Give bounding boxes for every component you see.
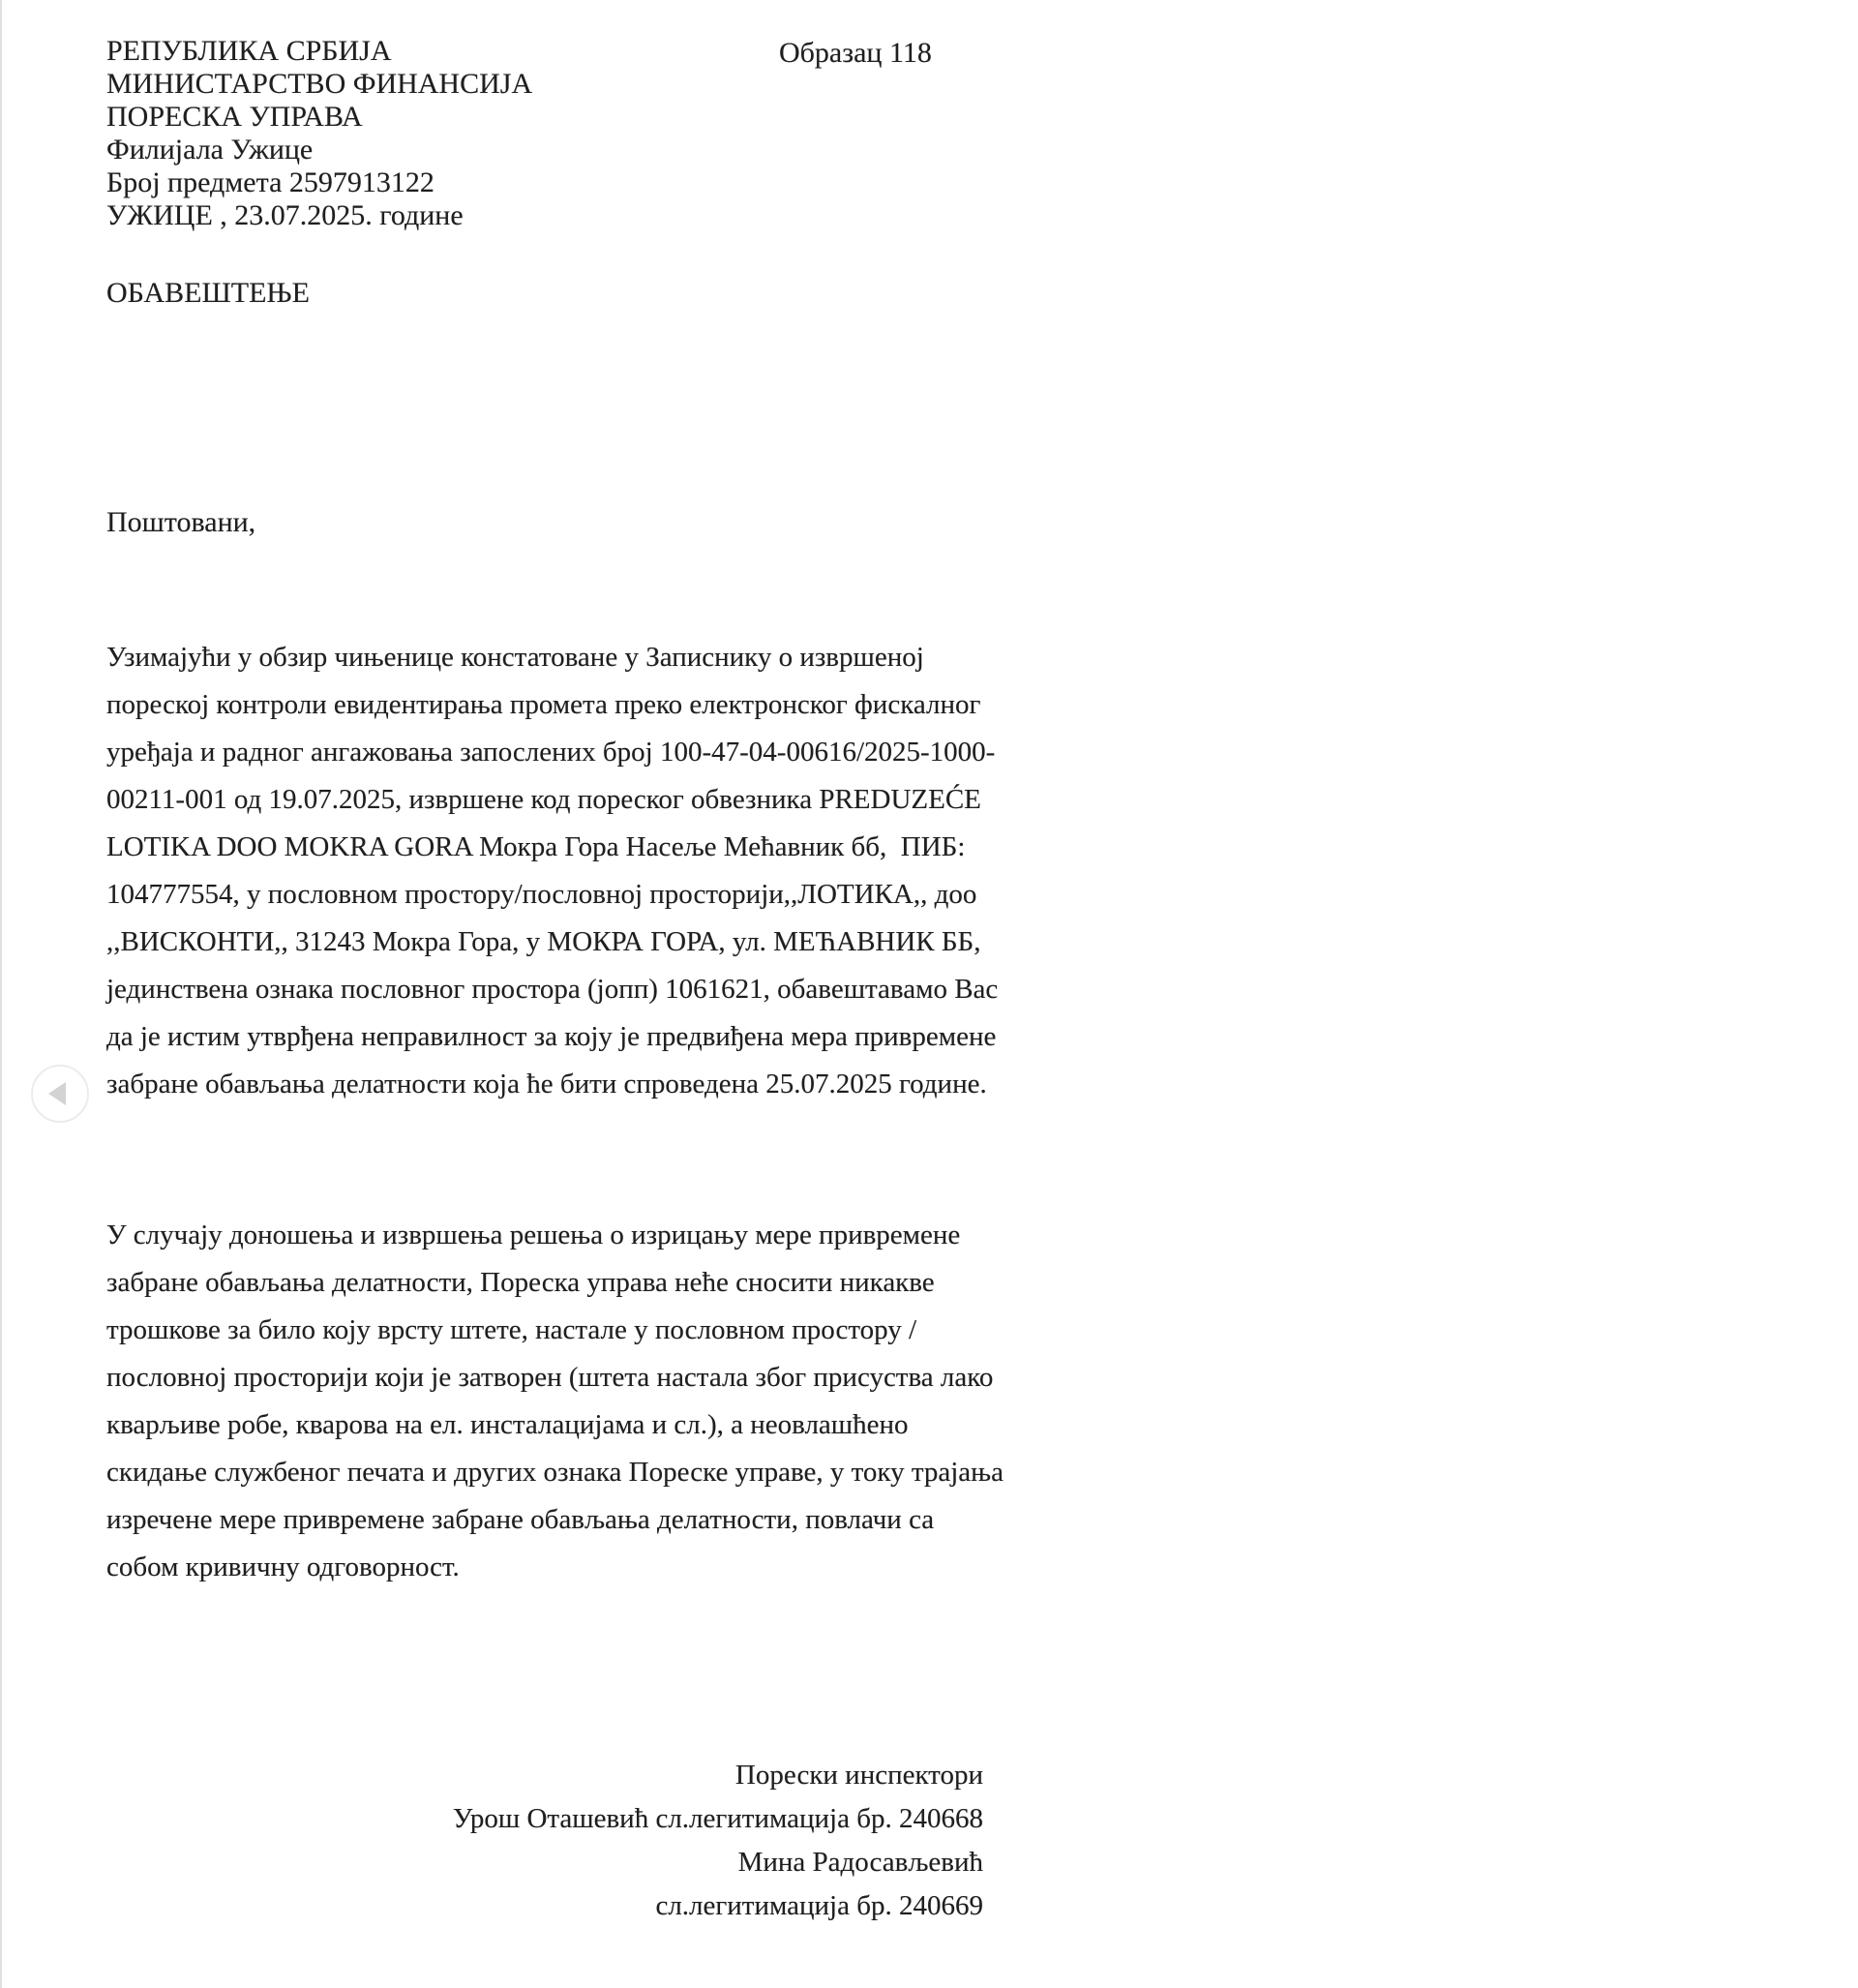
paragraph-line: 104777554, у пословном простору/пословној просторији,,ЛОТИКА,, доо [106,879,977,910]
previous-arrow-icon [48,1082,66,1105]
paragraph-line: У случају доношења и извршења решења о изрицању мере привремене [106,1220,961,1250]
paragraph-line: пословној просторији који је затворен (штета настала због присуства лако [106,1362,994,1393]
letterhead-line: МИНИСТАРСТВО ФИНАНСИЈА [106,68,533,100]
paragraph-line: изречене мере привремене забране обављања делатности, повлачи са [106,1504,935,1535]
paragraph-line: 00211-001 од 19.07.2025, извршене код пореског обвезника PREDUZEĆE [106,784,981,815]
signature-title: Порески инспектори [734,1760,983,1791]
signature-inspector-1: Урош Оташевић сл.легитимација бр. 240668 [452,1803,983,1834]
previous-page-button[interactable] [31,1065,89,1123]
letterhead-line-place-date: УЖИЦЕ , 23.07.2025. године [106,199,464,231]
letterhead-line-case-number: Број предмета 2597913122 [106,166,435,198]
letterhead [106,35,532,232]
document-title: ОБАВЕШТЕЊЕ [106,277,310,309]
paragraph-line: Узимајући у обзир чињенице констатоване у Записнику о извршеној [106,642,924,673]
paragraph-line: ,,ВИСКОНТИ,, 31243 Мокра Гора, у МОКРА ГОРА, ул. МЕЋАВНИК ББ, [106,926,981,957]
paragraph-line: трошкове за било коју врсту штете, настале у пословном простору / [106,1314,917,1345]
paragraph-line: јединствена ознака пословног простора (јопп) 1061621, обавештавамо Вас [106,974,999,1005]
paragraph-line: скидање службеног печата и других ознака Пореске управе, у току трајања [106,1457,1004,1488]
letterhead-line: ПОРЕСКА УПРАВА [106,101,363,133]
letterhead-line: Филијала Ужице [106,134,314,166]
signature-id-number: сл.легитимација бр. 240669 [655,1890,983,1921]
letterhead-line: РЕПУБЛИКА СРБИЈА [106,35,392,67]
signature-block [387,1754,983,1928]
form-number-label: Образац 118 [779,37,932,69]
paragraph-line: уређаја и радног ангажовања запослених број 100-47-04-00616/2025-1000- [106,737,996,768]
salutation: Поштовани, [106,506,256,538]
paragraph-line: пореској контроли евидентирања промета преко електронског фискалног [106,689,981,720]
page-edge-divider [0,0,2,1988]
paragraph-line: забране обављања делатности, Пореска управа неће сносити никакве [106,1267,935,1298]
paragraph-line: забране обављања делатности која ће бити спроведена 25.07.2025 године. [106,1069,987,1099]
paragraph-1 [106,634,998,1108]
paragraph-line: собом кривичну одговорност. [106,1551,460,1582]
paragraph-line: да је истим утврђена неправилност за коју је предвиђена мера привремене [106,1021,997,1052]
paragraph-line: кварљиве робе, кварова на ел. инсталацијама и сл.), а неовлашћено [106,1409,909,1440]
paragraph-line: LOTIKA DOO MOKRA GORA Мокра Гора Насеље Мећавник бб, ПИБ: [106,831,966,862]
signature-inspector-2: Мина Радосављевић [737,1847,983,1878]
paragraph-2 [106,1212,1004,1591]
